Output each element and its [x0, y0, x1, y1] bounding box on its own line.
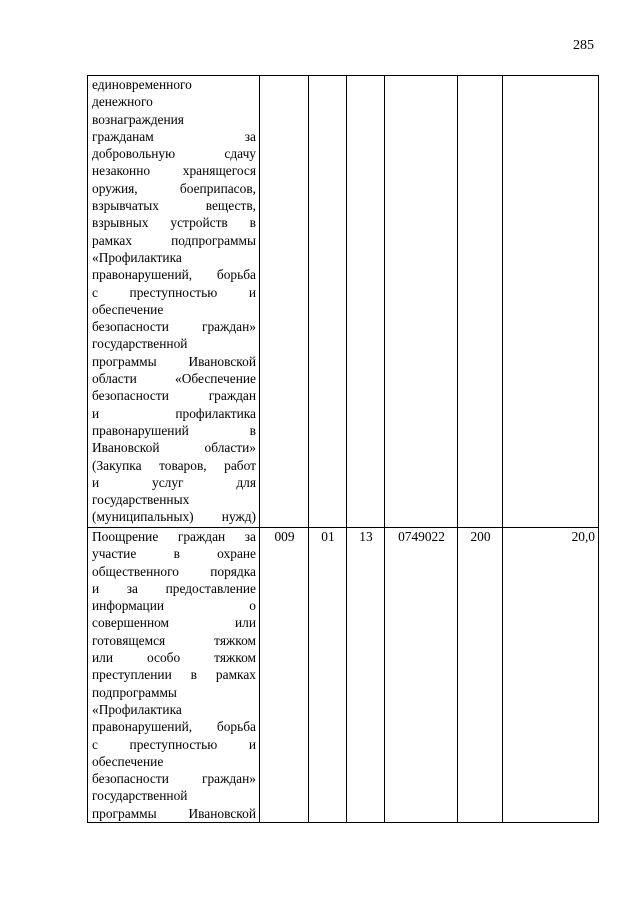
description-line: гражданам за: [92, 128, 256, 144]
description-line: незаконно хранящегося: [92, 163, 256, 179]
description-line: правонарушений, борьба: [92, 719, 256, 735]
description-line: безопасности граждан»: [92, 319, 256, 335]
section-code: 01: [309, 528, 347, 823]
ministry-code: 009: [260, 528, 309, 823]
amount: [503, 76, 599, 528]
description-line: вознаграждения: [92, 111, 184, 127]
description-line: области «Обеспечение: [92, 371, 256, 387]
description-line: денежного: [92, 94, 153, 110]
description-line: Ивановской области»: [92, 440, 256, 456]
table-row: [88, 528, 599, 823]
description-line: или особо тяжком: [92, 650, 256, 666]
description-line: безопасности граждан: [92, 388, 256, 404]
description-line: (Закупка товаров, работ: [92, 457, 256, 473]
expense-type-code: [458, 76, 503, 528]
description-line: «Профилактика: [92, 249, 182, 265]
target-article-code: 0749022: [385, 528, 458, 823]
description-line: (муниципальных) нужд): [92, 509, 256, 525]
expense-type-code: 200: [458, 528, 503, 823]
description-line: безопасности граждан»: [92, 771, 256, 787]
description-line: взрывчатых веществ,: [92, 198, 256, 214]
description-line: рамках подпрограммы: [92, 232, 256, 248]
subsection-code: 13: [347, 528, 385, 823]
description-line: с преступностью и: [92, 736, 256, 752]
budget-table: [87, 75, 599, 823]
description-line: преступлении в рамках: [92, 667, 256, 683]
description-line: обеспечение: [92, 753, 164, 769]
description-line: и услуг для: [92, 474, 256, 490]
table-row: [88, 76, 599, 528]
description-line: Поощрение граждан за: [92, 529, 256, 544]
ministry-code: [260, 76, 309, 528]
description-line: и за предоставление: [92, 580, 256, 596]
description-line: государственных: [92, 492, 190, 508]
row-description: [88, 76, 260, 528]
description-line: участие в охране: [92, 546, 256, 562]
target-article-code: [385, 76, 458, 528]
description-line: взрывных устройств в: [92, 215, 256, 231]
description-line: общественного порядка: [92, 563, 256, 579]
description-line: государственной: [92, 788, 188, 804]
description-line: добровольную сдачу: [92, 146, 256, 162]
description-line: программы Ивановской: [92, 805, 256, 821]
description-line: правонарушений в: [92, 422, 256, 438]
description-line: правонарушений, борьба: [92, 267, 256, 283]
description-line: единовременного: [92, 77, 192, 92]
description-line: готовящемся тяжком: [92, 632, 256, 648]
description-line: совершенном или: [92, 615, 256, 631]
subsection-code: [347, 76, 385, 528]
description-line: программы Ивановской: [92, 353, 256, 369]
description-line: подпрограммы: [92, 684, 177, 700]
description-line: с преступностью и: [92, 284, 256, 300]
row-description: [88, 528, 260, 823]
description-line: оружия, боеприпасов,: [92, 180, 256, 196]
amount: 20,0: [503, 528, 599, 823]
page-number: 285: [573, 38, 594, 53]
description-line: и профилактика: [92, 405, 256, 421]
description-line: государственной: [92, 336, 188, 352]
description-line: обеспечение: [92, 301, 164, 317]
description-line: «Профилактика: [92, 701, 182, 717]
section-code: [309, 76, 347, 528]
description-line: информации о: [92, 598, 256, 614]
